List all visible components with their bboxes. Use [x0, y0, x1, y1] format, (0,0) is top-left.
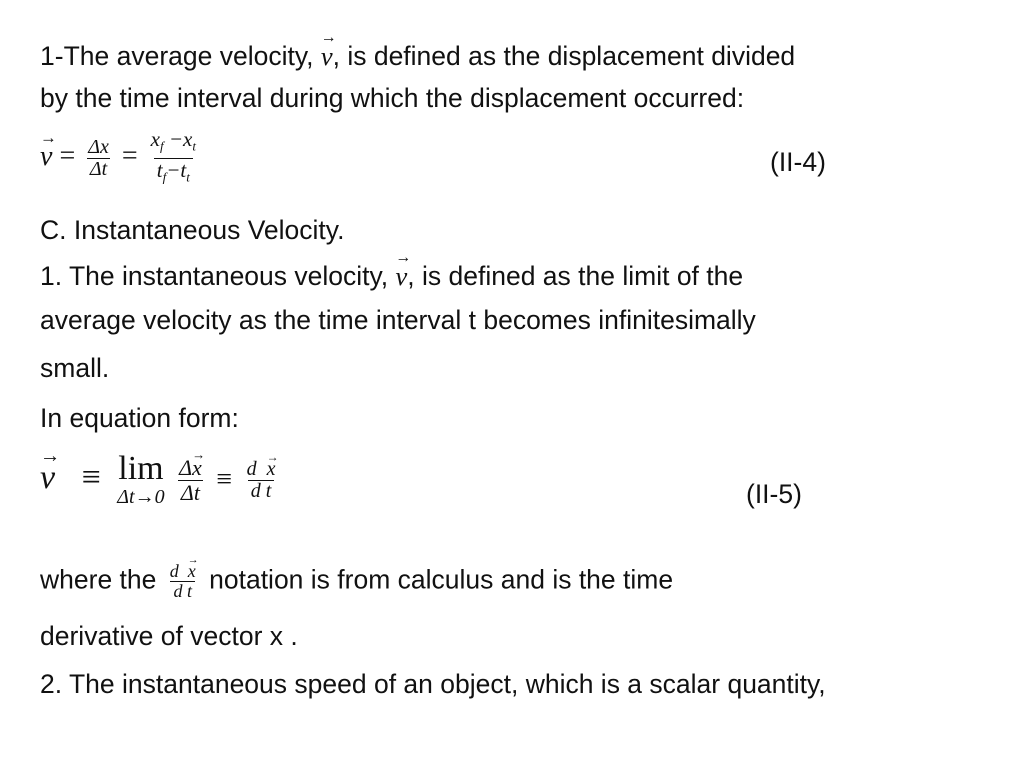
- equation-ii-4: [40, 128, 202, 188]
- denominator: Δt: [178, 480, 203, 504]
- limit-operator: [117, 452, 164, 508]
- velocity-vector-symbol: → v: [40, 141, 52, 173]
- equation-label-ii-4: (II-4): [770, 147, 826, 177]
- x-vector-symbol: → x: [267, 459, 276, 480]
- notation-line-1: [40, 562, 673, 601]
- text: , is defined as the limit of the: [407, 261, 744, 291]
- numerator: [244, 459, 279, 480]
- equation-label-ii-5: (II-5): [746, 479, 802, 509]
- x-symbol: x: [150, 127, 160, 151]
- subscript: t: [186, 169, 190, 185]
- inst-velocity-line-3: small.: [40, 353, 110, 383]
- notation-line-2: derivative of vector x .: [40, 621, 298, 651]
- limit-subscript: Δt→0: [117, 486, 165, 508]
- text: 1. The instantaneous velocity,: [40, 261, 396, 291]
- numerator: [176, 456, 205, 479]
- speed-line-1: 2. The instantaneous speed of an object, which is a scalar quantity,: [40, 669, 826, 699]
- inst-velocity-line-2: average velocity as the time interval t becomes infinitesimally: [40, 305, 756, 335]
- velocity-vector-symbol: → v: [396, 260, 408, 292]
- subscript: f: [159, 138, 164, 154]
- velocity-vector-symbol: → v: [321, 40, 333, 72]
- velocity-vector-symbol: → v: [40, 459, 55, 497]
- d-symbol: d: [169, 561, 179, 581]
- dx-vector-over-dt: [244, 459, 279, 502]
- x-vector-symbol: → x: [192, 456, 202, 479]
- subscript: t: [192, 138, 196, 154]
- minus-t-symbol: −t: [166, 157, 187, 182]
- avg-velocity-line-2: by the time interval during which the displacement occurred:: [40, 83, 745, 113]
- difference-fraction: [148, 128, 199, 188]
- equation-intro: In equation form:: [40, 403, 239, 433]
- avg-velocity-line-1: [40, 40, 795, 72]
- denominator: Δt: [87, 158, 110, 180]
- limit-word: lim: [118, 450, 164, 487]
- equals-sign: =: [59, 140, 76, 172]
- minus-x-symbol: −x: [163, 127, 193, 151]
- equivalence-sign: ≡: [216, 463, 233, 495]
- denominator: d t: [170, 581, 195, 601]
- equivalence-sign: ≡: [81, 458, 101, 496]
- denominator: [154, 158, 193, 189]
- delta-x-over-delta-t: [85, 137, 112, 180]
- numerator: Δx: [88, 135, 109, 158]
- numerator: [167, 562, 199, 581]
- text: notation is from calculus and is the time: [201, 564, 674, 595]
- subscript: f: [162, 169, 167, 185]
- denominator: d t: [248, 480, 275, 502]
- d-symbol: d: [246, 457, 257, 480]
- t-symbol: t: [156, 157, 163, 182]
- inst-velocity-line-1: [40, 260, 743, 292]
- text: 1-The average velocity,: [40, 41, 321, 71]
- numerator: [148, 128, 199, 158]
- delta-symbol: Δ: [179, 455, 192, 481]
- dx-over-dt-inline: [167, 562, 199, 601]
- equals-sign: =: [121, 140, 138, 172]
- section-heading: C. Instantaneous Velocity.: [40, 215, 345, 245]
- x-vector-symbol: → x: [188, 562, 196, 581]
- equation-ii-5: [40, 452, 281, 508]
- text: where the: [40, 564, 164, 595]
- text: , is defined as the displacement divided: [332, 41, 796, 71]
- delta-x-vector-over-delta-t: [176, 456, 205, 503]
